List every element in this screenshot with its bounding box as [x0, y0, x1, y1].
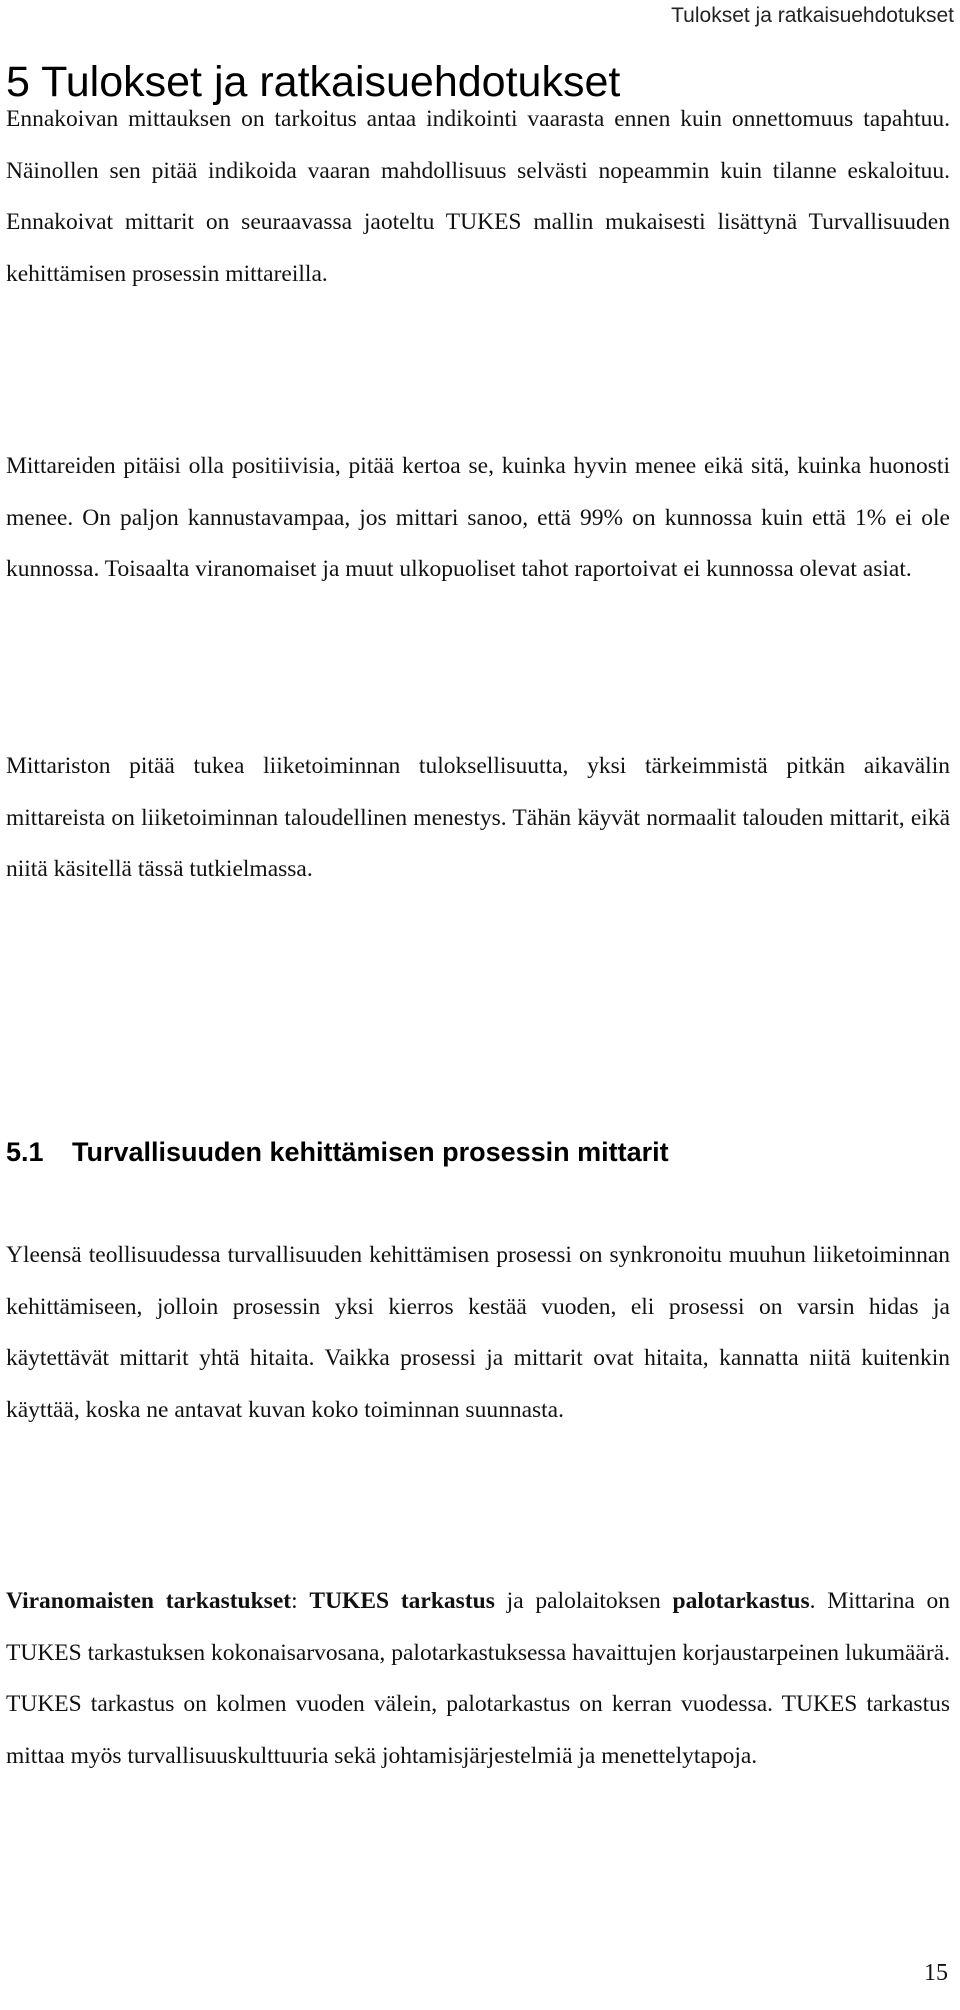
- term-authority-inspections: Viranomaisten tarkastukset: [6, 1588, 292, 1614]
- section-title: Turvallisuuden kehittämisen prosessin mittarit: [72, 1137, 669, 1167]
- running-header: Tulokset ja ratkaisuehdotukset: [671, 4, 954, 27]
- section-heading: [6, 1137, 669, 1168]
- paragraph-intro: Ennakoivan mittauksen on tarkoitus antaa indikointi vaarasta ennen kuin onnettomuus tapahtuu. Näinollen sen pitää indikoida vaaran mahdollisuus selvästi nopeammin kuin tilanne eskaloituu. Ennakoivat mittarit on seuraavassa jaoteltu TUKES mallin mukaisesti lisättynä Turvallisuuden kehittämisen prosessin mittareilla.: [6, 106, 950, 287]
- term-fire-inspection: palotarkastus: [672, 1588, 810, 1614]
- text-inspection-details: . Mittarina on TUKES tarkastuksen kokonaisarvosana, palotarkastuksessa havaittujen korjaustarpeinen lukumäärä. TUKES tarkastus on kolmen vuoden välein, palotarkastus on kerran vuodessa. TUKES tarkastus mittaa myös turvallisuuskulttuuria sekä johtamisjärjestelmiä ja menettelytapoja.: [6, 1588, 951, 1769]
- text-fire-department: ja palolaitoksen: [506, 1588, 661, 1614]
- paragraph-business-support: Mittariston pitää tukea liiketoiminnan tuloksellisuutta, yksi tärkeimmistä pitkän aikavälin mittareista on liiketoiminnan taloudellinen menestys. Tähän käyvät normaalit talouden mittarit, eikä niitä käsitellä tässä tutkielmassa.: [6, 753, 950, 882]
- chapter-title: 5 Tulokset ja ratkaisuehdotukset: [6, 58, 621, 106]
- paragraph-process-sync: Yleensä teollisuudessa turvallisuuden kehittämisen prosessi on synkronoitu muuhun liiketoiminnan kehittämiseen, jolloin prosessin yksi kierros kestää vuoden, eli prosessi on varsin hidas ja käytettävät mittarit yhtä hitaita. Vaikka prosessi ja mittarit ovat hitaita, kannatta niitä kuitenkin käyttää, koska ne antavat kuvan koko toiminnan suunnasta.: [6, 1242, 950, 1423]
- paragraph-positive-metrics: Mittareiden pitäisi olla positiivisia, pitää kertoa se, kuinka hyvin menee eikä sitä, kuinka huonosti menee. On paljon kannustavampaa, jos mittari sanoo, että 99% on kunnossa kuin että 1% ei ole kunnossa. Toisaalta viranomaiset ja muut ulkopuoliset tahot raportoivat ei kunnossa olevat asiat.: [6, 453, 950, 582]
- paragraph-authority-inspections: [6, 1576, 950, 1782]
- term-colon: :: [291, 1588, 298, 1614]
- page-number: 15: [924, 1960, 948, 1986]
- term-tukes-inspection: TUKES tarkastus: [309, 1588, 495, 1614]
- section-number: 5.1: [6, 1137, 44, 1167]
